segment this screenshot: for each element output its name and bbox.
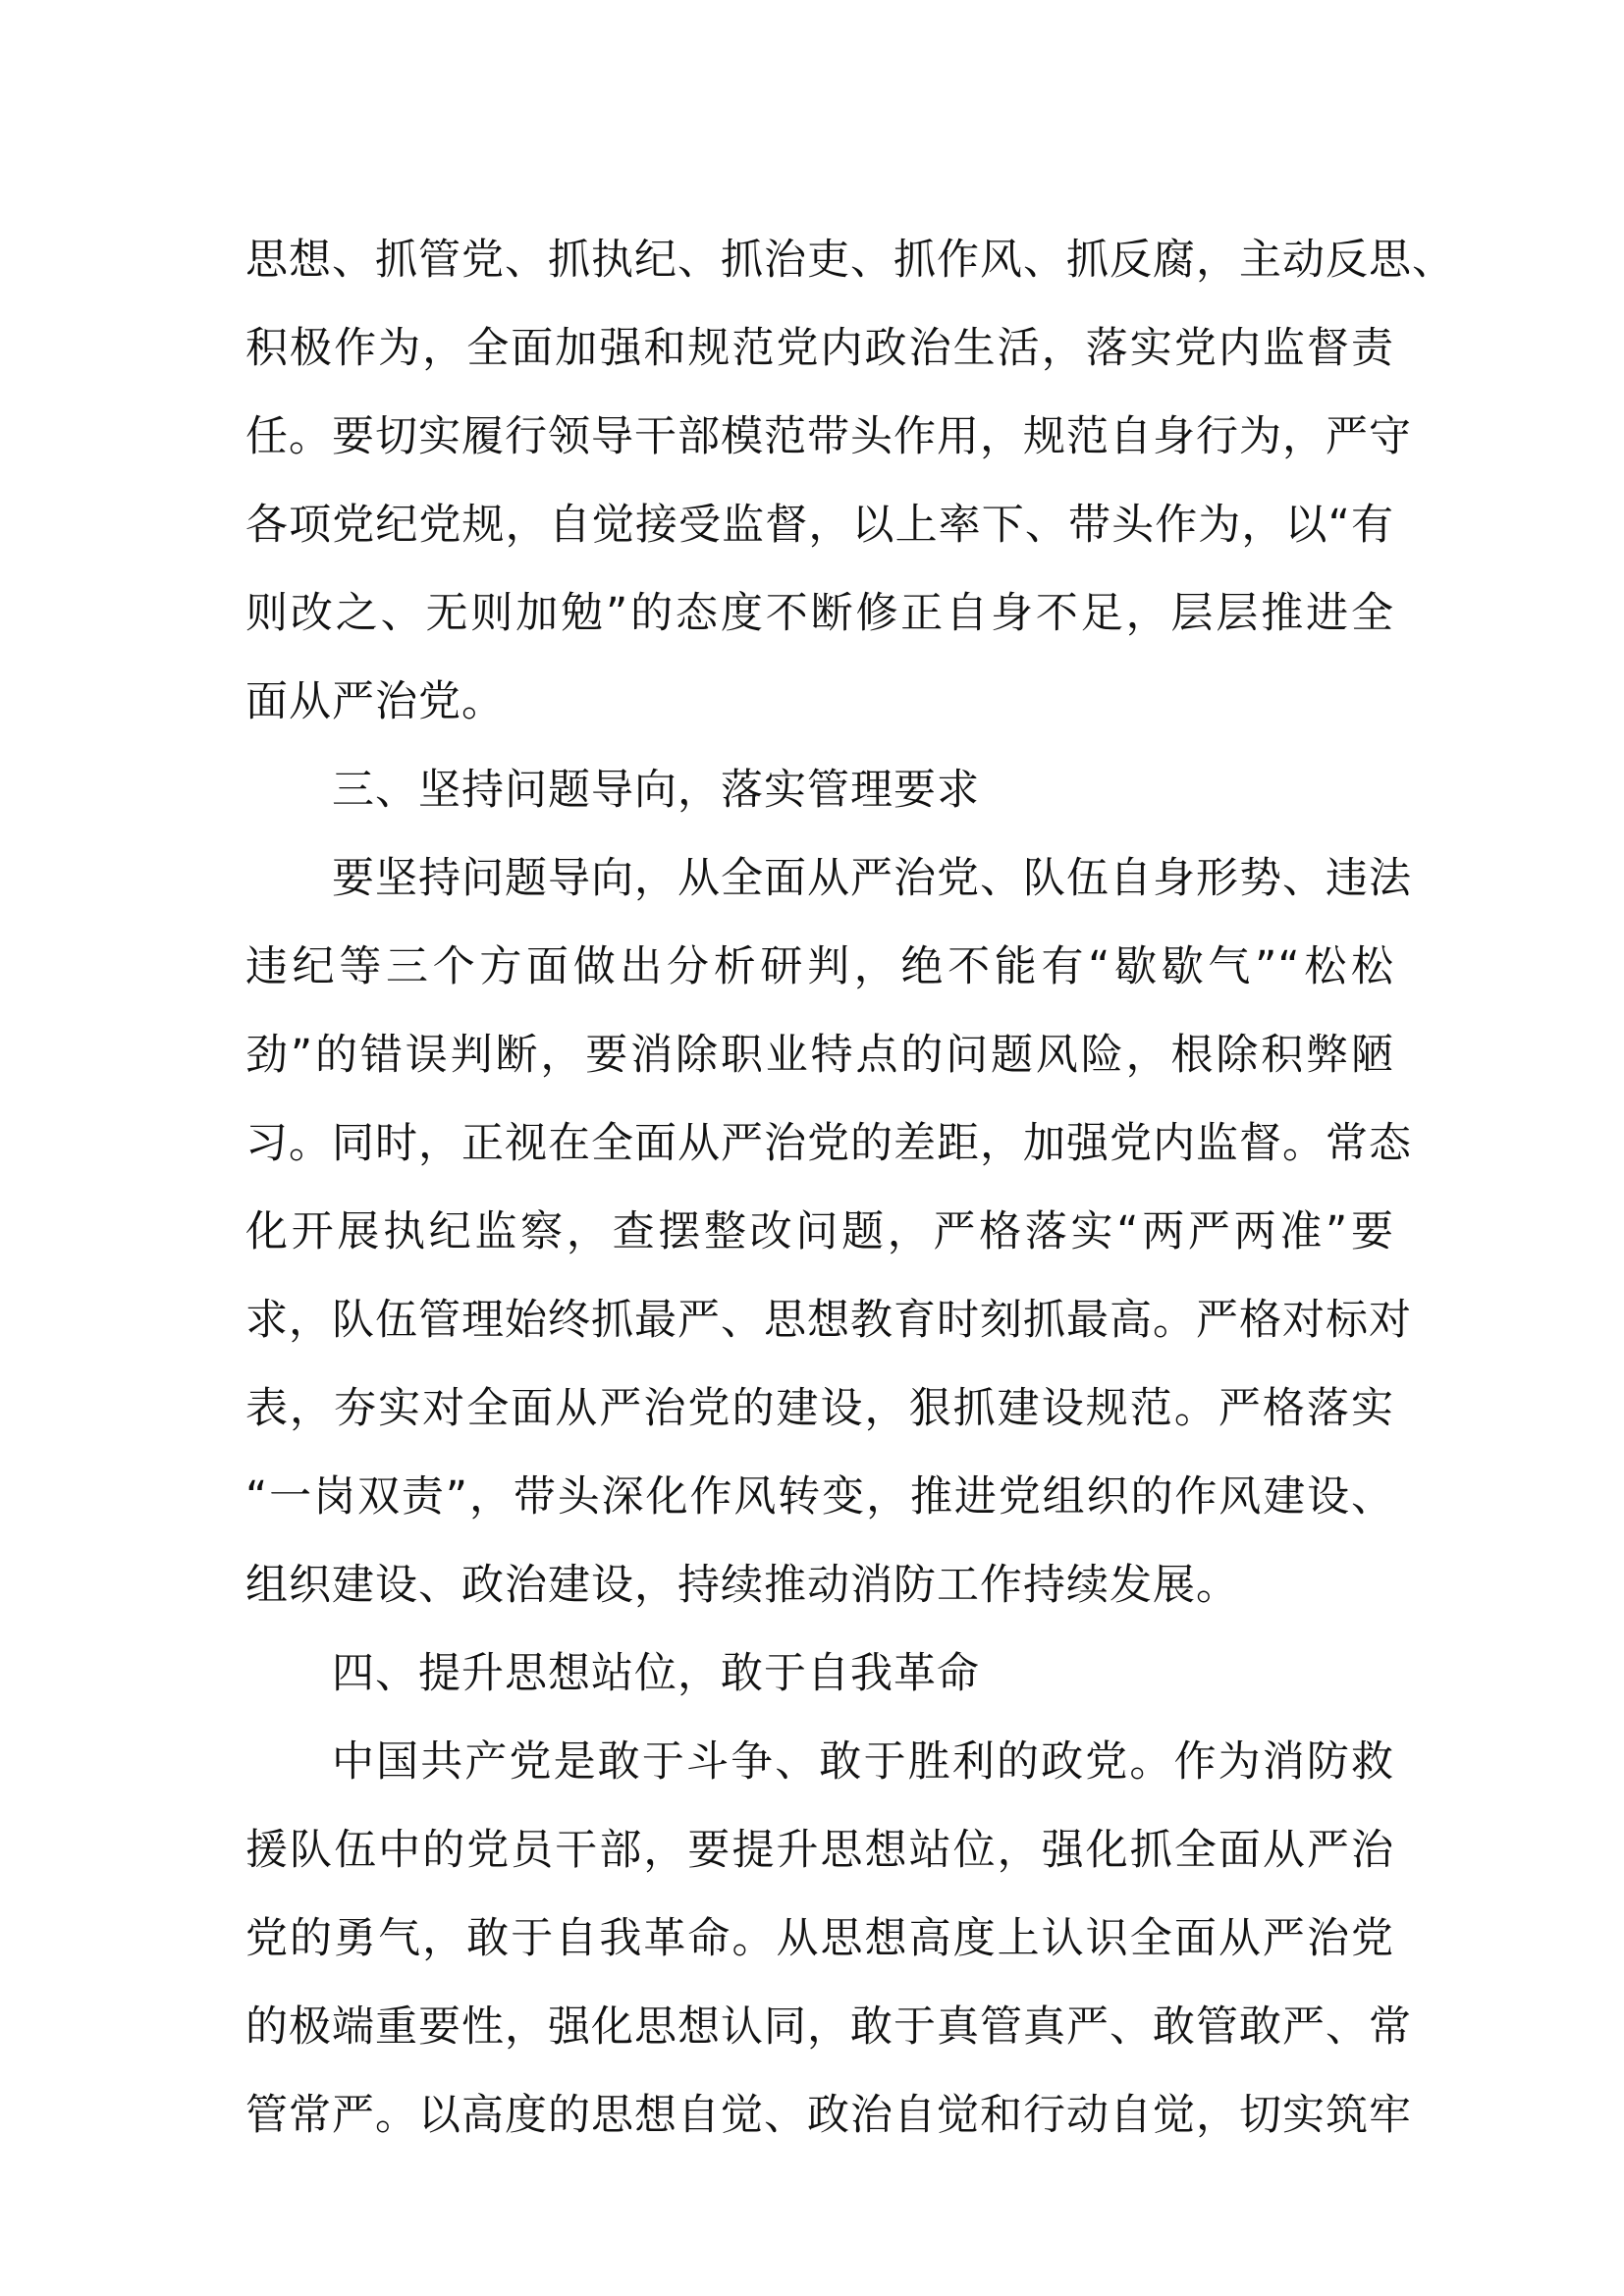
text-line: 面从严治党。 bbox=[245, 677, 505, 726]
section-heading-3: 三、坚持问题导向，落实管理要求 bbox=[332, 766, 980, 815]
text-line: 任。要切实履行领导干部模范带头作用，规范自身行为，严守 bbox=[245, 412, 1412, 461]
section-heading-4: 四、提升思想站位，敢于自我革命 bbox=[332, 1649, 980, 1698]
text-line: 思想、抓管党、抓执纪、抓治吏、抓作风、抓反腐，主动反思、 bbox=[245, 236, 1455, 285]
text-line: 求，队伍管理始终抓最严、思想教育时刻抓最高。严格对标对 bbox=[245, 1296, 1412, 1345]
text-line: 的极端重要性，强化思想认同，敢于真管真严、敢管敢严、常 bbox=[245, 2002, 1412, 2052]
text-line: 违纪等三个方面做出分析研判，绝不能有“歇歇气”“松松 bbox=[245, 942, 1394, 991]
text-line: 中国共产党是敢于斗争、敢于胜利的政党。作为消防救 bbox=[332, 1737, 1394, 1787]
paragraph-problem-orientation bbox=[245, 834, 1412, 1629]
text-line: 各项党纪党规，自觉接受监督，以上率下、带头作为，以“有 bbox=[245, 501, 1394, 550]
text-line: 管常严。以高度的思想自觉、政治自觉和行动自觉，切实筑牢 bbox=[245, 2091, 1412, 2140]
text-line: 要坚持问题导向，从全面从严治党、队伍自身形势、违法 bbox=[332, 854, 1412, 903]
text-line: 积极作为，全面加强和规范党内政治生活，落实党内监督责 bbox=[245, 324, 1394, 373]
paragraph-continuation bbox=[245, 216, 1455, 746]
text-line: 援队伍中的党员干部，要提升思想站位，强化抓全面从严治 bbox=[245, 1826, 1394, 1875]
text-line: 化开展执纪监察，查摆整改问题，严格落实“两严两准”要 bbox=[245, 1207, 1394, 1256]
paragraph-self-revolution bbox=[245, 1718, 1412, 2160]
document-body bbox=[245, 216, 1455, 2160]
text-line: 表，夯实对全面从严治党的建设，狠抓建设规范。严格落实 bbox=[245, 1384, 1394, 1433]
text-line: 则改之、无则加勉”的态度不断修正自身不足，层层推进全 bbox=[245, 589, 1394, 638]
text-line: 劲”的错误判断，要消除职业特点的问题风险，根除积弊陋 bbox=[245, 1031, 1394, 1080]
text-line: “一岗双责”，带头深化作风转变，推进党组织的作风建设、 bbox=[245, 1472, 1394, 1522]
text-line: 党的勇气，敢于自我革命。从思想高度上认识全面从严治党 bbox=[245, 1914, 1394, 1963]
text-line: 习。同时，正视在全面从严治党的差距，加强党内监督。常态 bbox=[245, 1119, 1412, 1168]
text-line: 组织建设、政治建设，持续推动消防工作持续发展。 bbox=[245, 1561, 1239, 1610]
